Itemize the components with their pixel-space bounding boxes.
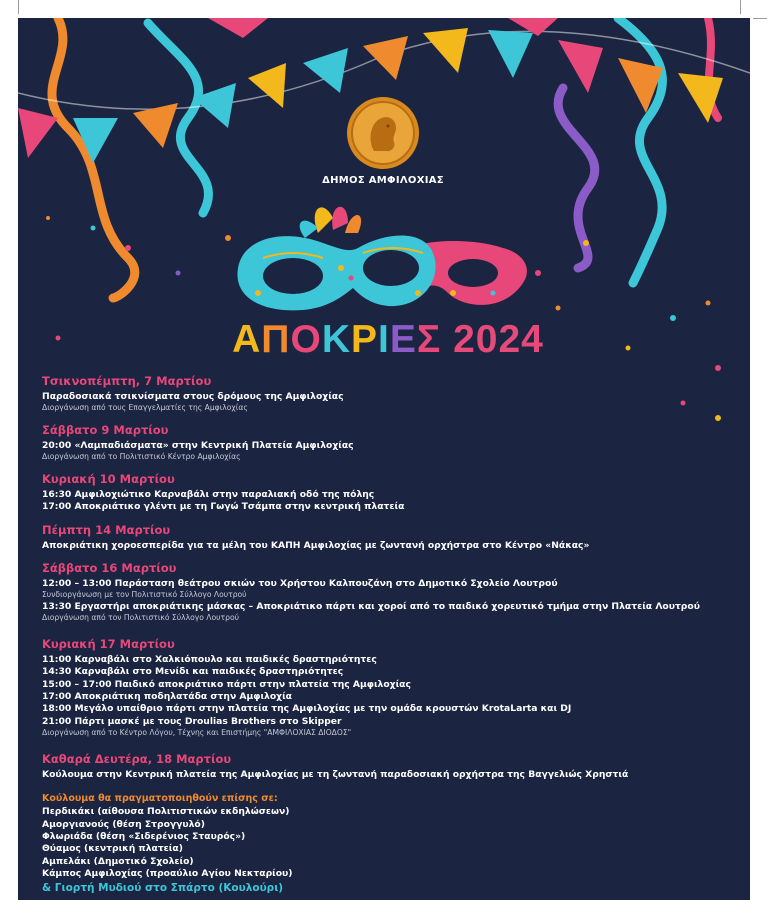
crop-mark-right-h (753, 18, 767, 19)
event-item: Κούλουμα στην Κεντρική πλατεία της Αμφιλοχίας με τη ζωντανή παραδοσιακή ορχήστρα της Βαγγελιώς Χρηστιά (42, 768, 629, 780)
event-item: 13:30 Εργαστήρι αποκριάτικης μάσκας – Αποκριάτικο πάρτι και χοροί από το παιδικό χορευτικό τμήμα στην Πλατεία Λουτρού (42, 600, 700, 612)
event-item: 16:30 Αμφιλοχιώτικο Καρναβάλι στην παραλιακή οδό της πόλης (42, 488, 375, 500)
event-date-heading: Πέμπτη 14 Μαρτίου (42, 522, 171, 537)
municipal-seal-icon (346, 96, 420, 170)
crop-mark-left (18, 0, 19, 14)
streamer-teal-right (618, 18, 662, 283)
event-title (218, 318, 558, 362)
koulouma-heading: Κούλουμα θα πραγματοποιηθούν επίσης σε: (42, 793, 278, 805)
carnival-poster (18, 18, 750, 900)
event-item: 12:00 – 13:00 Παράσταση θεάτρου σκιών του Χρήστου Καλπουζάνη στο Δημοτικό Σχολείο Λουτρού (42, 578, 558, 590)
title-letter: Κ (321, 318, 351, 361)
event-date-heading: Κυριακή 10 Μαρτίου (42, 471, 175, 486)
event-item: Παραδοσιακά τσικνίσματα στους δρόμους της Αμφιλοχίας (42, 391, 344, 402)
event-date-heading: Κυριακή 17 Μαρτίου (42, 636, 175, 651)
title-letter: Ε (389, 318, 417, 361)
title-letters (232, 318, 453, 361)
municipality-name: ΔΗΜΟΣ ΑΜΦΙΛΟΧΙΑΣ (322, 175, 444, 186)
title-letter: Ι (378, 318, 390, 361)
carnival-masks-icon (223, 198, 543, 318)
event-item: 11:00 Καρναβάλι στο Χαλκιόπουλο και παιδικές δραστηριότητες (42, 653, 377, 665)
title-year: 2024 (453, 318, 544, 361)
title-letter: Π (261, 318, 291, 361)
event-item: 17:00 Αποκριάτικο γλέντι με τη Γωγώ Τσάμπα στην κεντρική πλατεία (42, 501, 405, 513)
organizer-note: Διοργάνωση από τους Επαγγελματίες της Αμφιλοχίας (42, 403, 248, 413)
event-program (42, 374, 732, 895)
event-date-heading: Καθαρά Δευτέρα, 18 Μαρτίου (42, 751, 232, 766)
organizer-note: Διοργάνωση από το Κέντρο Λόγου, Τέχνης και Επιστήμης "ΑΜΦΙΛΟΧΙΑΣ ΔΙΟΔΟΣ" (42, 728, 352, 738)
title-letter: Ρ (350, 318, 378, 361)
koulouma-place: Κάμπος Αμφιλοχίας (προαύλιο Αγίου Νεκταρίου) (42, 868, 293, 880)
event-item: 14:30 Καρναβάλι στο Μενίδι και παιδικές δραστηριότητες (42, 666, 344, 678)
event-item: 15:00 – 17:00 Παιδικό αποκριάτικο πάρτι στην πλατεία της Αμφιλοχίας (42, 678, 411, 690)
organizer-note: Διοργάνωση από το Πολιτιστικό Κέντρο Αμφιλοχίας (42, 452, 241, 462)
koulouma-place: Φλωριάδα (θέση «Σιδερένιος Σταυρός») (42, 831, 246, 842)
mussel-festival: & Γιορτή Μυδιού στο Σπάρτο (Κουλούρι) (42, 881, 284, 894)
event-date-heading: Τσικνοπέμπτη, 7 Μαρτίου (42, 374, 212, 388)
koulouma-place: Αμπελάκι (Δημοτικό Σχολείο) (42, 855, 194, 867)
event-item: 18:00 Μεγάλο υπαίθριο πάρτι στην πλατεία της Αμφιλοχίας με την ομάδα κρουστών KrotaLarta και DJ (42, 703, 572, 715)
event-date-heading: Σάββατο 16 Μαρτίου (42, 561, 177, 576)
koulouma-place: Περδικάκι (αίθουσα Πολιτιστικών εκδηλώσεων) (42, 806, 290, 818)
event-item: 20:00 «Λαμπαδιάσματα» στην Κεντρική Πλατεία Αμφιλοχίας (42, 439, 354, 451)
koulouma-place: Θύαμος (κεντρική πλατεία) (42, 843, 183, 855)
organizer-note: Συνδιοργάνωση με τον Πολιτιστικό Σύλλογο Λουτρού (42, 590, 247, 600)
streamer-purple (558, 88, 595, 268)
event-date-heading: Σάββατο 9 Μαρτίου (42, 422, 169, 437)
title-letter: Σ (416, 318, 442, 361)
event-item: Αποκριάτικη χοροεσπερίδα για τα μέλη του ΚΑΠΗ Αμφιλοχίας με ζωντανή ορχήστρα στο Κέντρο «Νάκας» (42, 539, 590, 551)
title-letter: Α (232, 318, 262, 361)
koulouma-place: Αμοργιανούς (θέση Στρογγυλό) (42, 818, 205, 830)
crop-mark-right (740, 0, 741, 14)
title-letter: Ο (290, 318, 322, 361)
event-item: 21:00 Πάρτι μασκέ με τους Droulias Brothers στο Skipper (42, 715, 342, 727)
organizer-note: Διοργάνωση από τον Πολιτιστικό Σύλλογο Λουτρού (42, 613, 239, 623)
event-item: 17:00 Αποκριάτικη ποδηλατάδα στην Αμφιλοχία (42, 691, 292, 703)
